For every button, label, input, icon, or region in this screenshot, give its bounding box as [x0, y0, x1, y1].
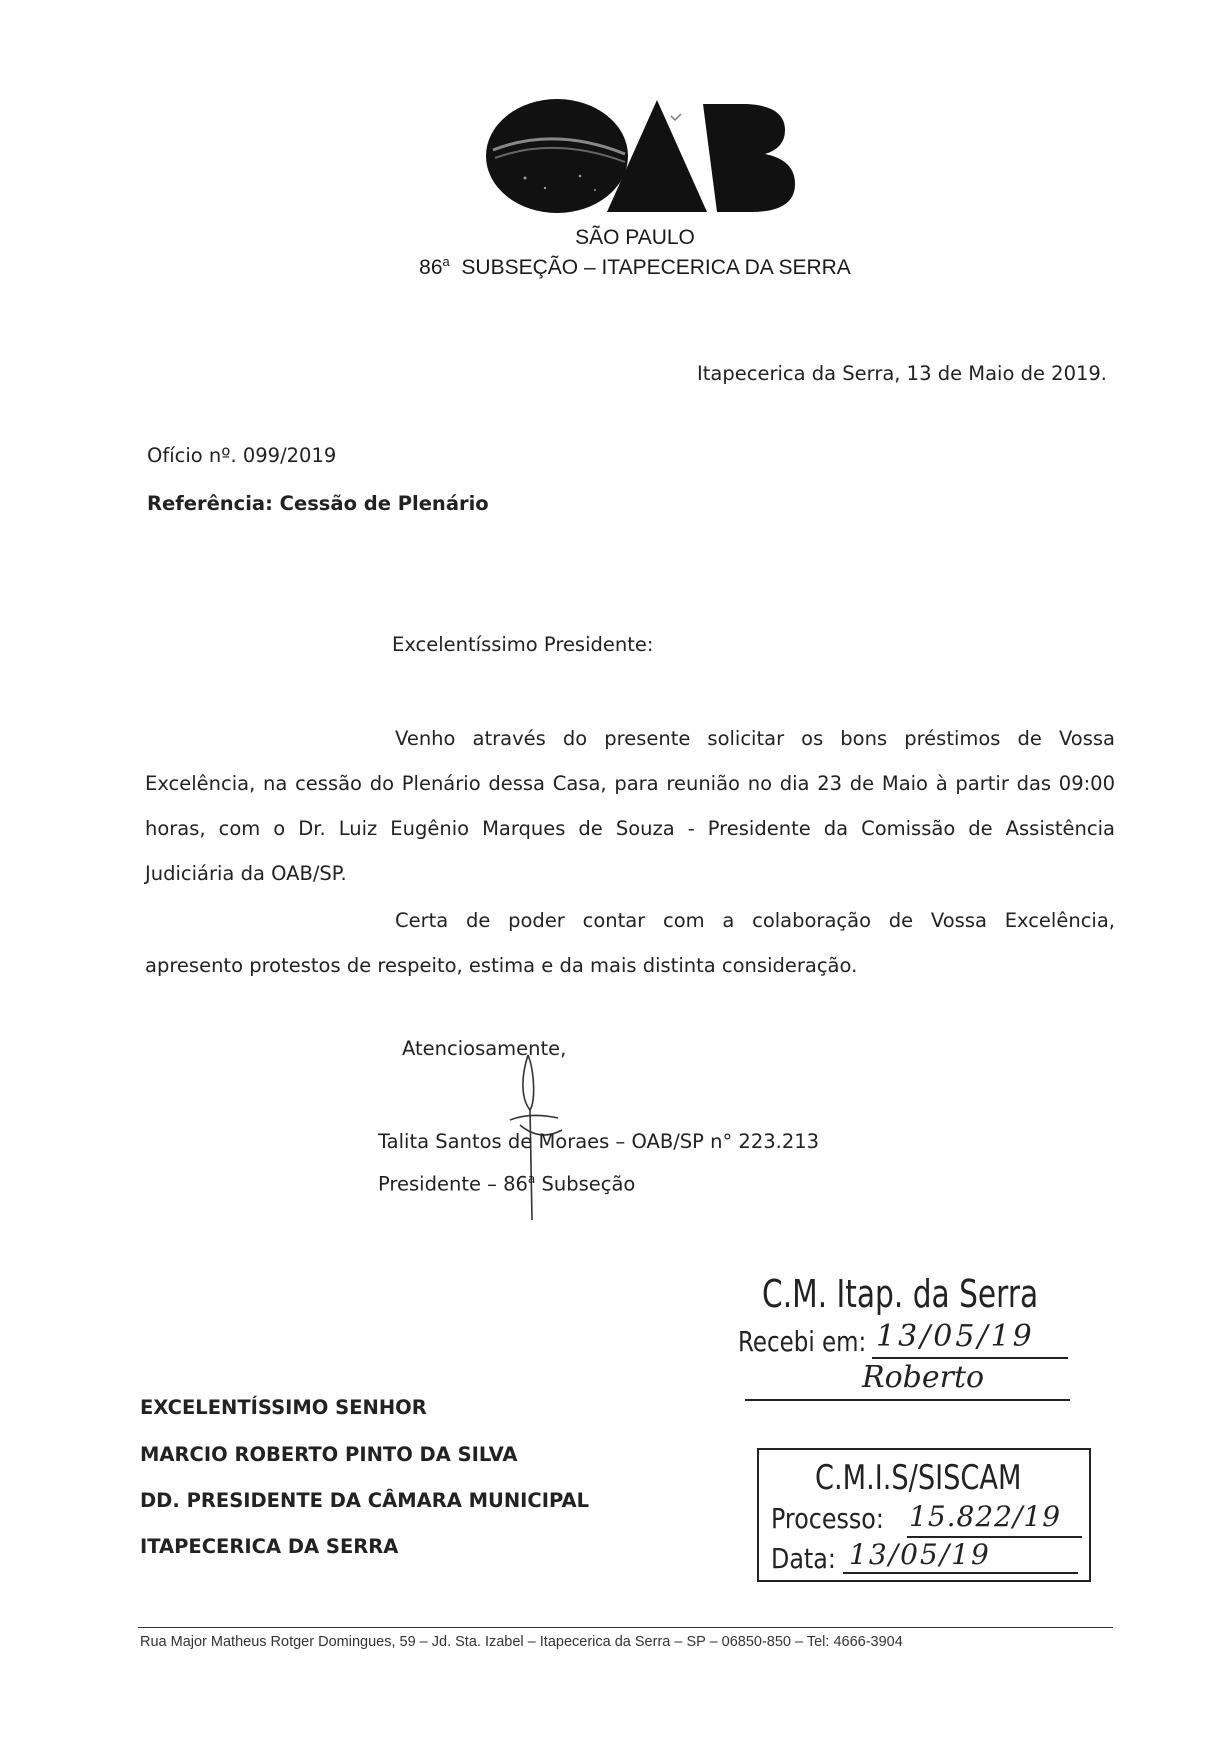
oab-logo	[485, 98, 795, 214]
signatory-title-suffix: Subseção	[541, 1172, 636, 1196]
date-value: 13/05/19	[849, 1538, 991, 1571]
footer-divider	[138, 1627, 1113, 1628]
signatory-title	[378, 1172, 635, 1196]
received-date: 13/05/19	[876, 1319, 1035, 1354]
date-underline	[843, 1572, 1078, 1574]
reference-line: Referência: Cessão de Plenário	[147, 492, 489, 515]
signatory-title-prefix: Presidente – 86	[378, 1172, 528, 1196]
body-paragraph-1: Venho através do presente solicitar os bons préstimos de Vossa Excelência, na cessão do Plenário dessa Casa, para reunião no dia 23 de Maio à partir das 09:00 horas, com o Dr. Luiz Eugênio Marques de Souza - Presidente da Comissão de Assistência Judiciária da OAB/SP.	[145, 727, 1115, 885]
process-value: 15.822/19	[909, 1500, 1062, 1533]
date-line: Itapecerica da Serra, 13 de Maio de 2019.	[697, 362, 1107, 385]
date-label: Data:	[771, 1542, 836, 1575]
process-label: Processo:	[771, 1502, 884, 1535]
recipient-line-1: EXCELENTÍSSIMO SENHOR	[140, 1396, 427, 1419]
subsection-number: 86	[419, 256, 443, 279]
recipient-line-3: DD. PRESIDENTE DA CÂMARA MUNICIPAL	[140, 1489, 589, 1512]
footer-address: Rua Major Matheus Rotger Domingues, 59 – Jd. Sta. Izabel – Itapecerica da Serra – SP – 06850-850 – Tel: 4666-3904	[140, 1634, 903, 1650]
received-stamp-title: C.M. Itap. da Serra	[762, 1272, 1039, 1316]
received-signature-line	[745, 1399, 1070, 1401]
body-paragraph-2: Certa de poder contar com a colaboração de Vossa Excelência, apresento protestos de respeito, estima e da mais distinta consideração.	[145, 909, 1115, 977]
received-signature: Roberto	[862, 1360, 985, 1395]
signatory-ordinal: a	[527, 1172, 536, 1186]
header-state: SÃO PAULO	[575, 226, 695, 249]
subsection-ordinal: a	[442, 254, 450, 269]
salutation: Excelentíssimo Presidente:	[392, 633, 654, 656]
received-stamp-label: Recebi em:	[738, 1325, 867, 1358]
office-number: Ofício nº. 099/2019	[147, 444, 337, 467]
protocol-stamp	[757, 1448, 1091, 1582]
recipient-line-4: ITAPECERICA DA SERRA	[140, 1535, 399, 1558]
received-date-underline	[872, 1357, 1068, 1359]
recipient-line-2: MARCIO ROBERTO PINTO DA SILVA	[140, 1443, 518, 1466]
header-subsection	[360, 254, 910, 280]
protocol-stamp-title: C.M.I.S/SISCAM	[815, 1458, 1022, 1498]
signatory-name: Talita Santos de Moraes – OAB/SP n° 223.213	[378, 1130, 820, 1153]
closing: Atenciosamente,	[402, 1037, 567, 1060]
subsection-name: SUBSEÇÃO – ITAPECERICA DA SERRA	[461, 256, 851, 279]
